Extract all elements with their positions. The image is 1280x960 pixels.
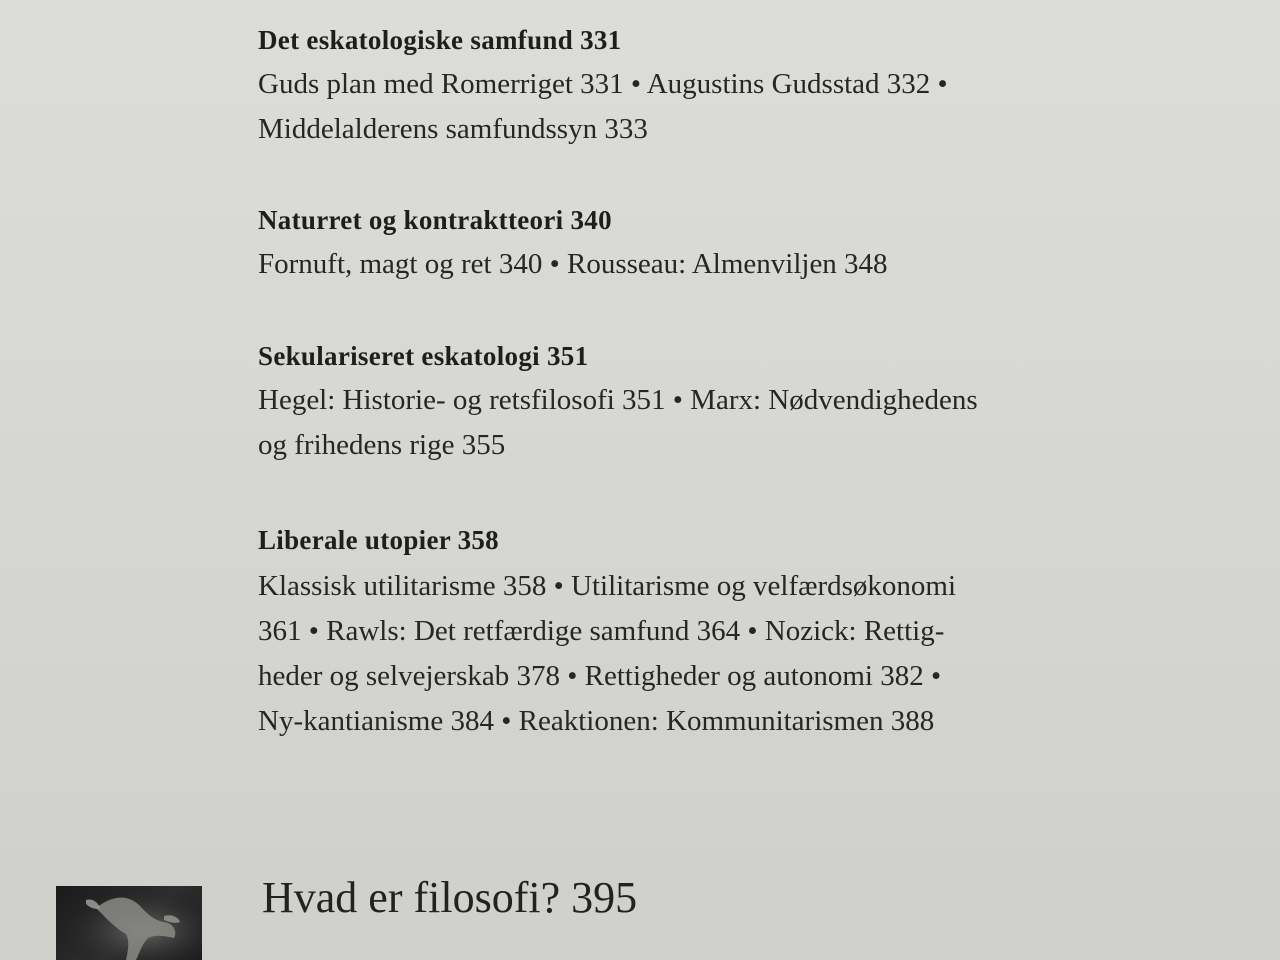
entry-line: 361 • Rawls: Det retfærdige samfund 364 • Nozick: Rettig- (258, 615, 945, 647)
section-heading: Naturret og kontraktteori 340 (258, 205, 612, 235)
section-heading: Liberale utopier 358 (258, 525, 499, 555)
section-heading: Det eskatologiske samfund 331 (258, 25, 622, 55)
part-title: Hvad er filosofi? 395 (262, 873, 638, 922)
entry-line: Ny-kantianisme 384 • Reaktionen: Kommunitarismen 388 (258, 705, 935, 737)
figure-silhouette-icon (56, 886, 202, 960)
section-entries (258, 564, 1118, 744)
section-entries (258, 378, 1118, 468)
entry-line: Guds plan med Romerriget 331 • Augustins Gudsstad 332 • (258, 68, 948, 100)
toc-section (258, 340, 1118, 468)
section-heading: Sekulariseret eskatologi 351 (258, 341, 589, 371)
toc-section (258, 24, 1118, 152)
entry-line: Klassisk utilitarisme 358 • Utilitarisme og velfærdsøkonomi (258, 570, 957, 602)
entry-line: Hegel: Historie- og retsfilosofi 351 • Marx: Nødvendighedens (258, 384, 978, 416)
toc-section (258, 204, 1118, 287)
entry-line: Fornuft, magt og ret 340 • Rousseau: Almenviljen 348 (258, 248, 888, 280)
chapter-photo-thumbnail (56, 886, 202, 960)
entry-line: og frihedens rige 355 (258, 429, 506, 461)
toc-section (258, 524, 1118, 744)
section-entries (258, 62, 1118, 152)
entry-line: heder og selvejerskab 378 • Rettigheder og autonomi 382 • (258, 660, 942, 692)
section-entries (258, 242, 1118, 287)
entry-line: Middelalderens samfundssyn 333 (258, 113, 648, 145)
